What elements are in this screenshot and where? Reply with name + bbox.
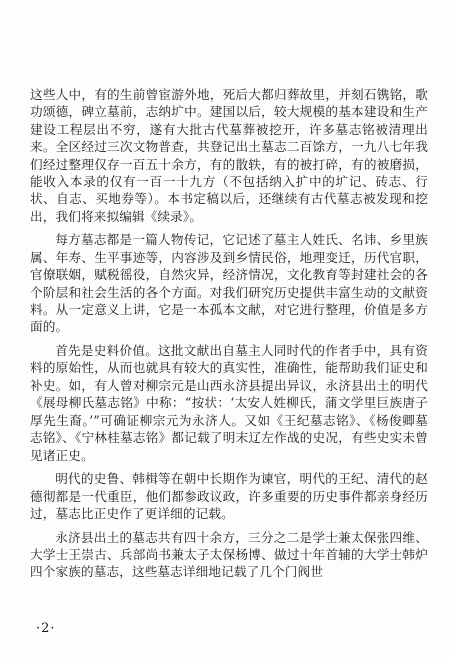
paragraph-4: 明代的史鲁、韩楫等在朝中长期作为谏官，明代的王纪、清代的赵德彻都是一代重臣，他们都参政议政，许多重要的历史事件都亲身经历过，墓志比正史作了更详细的记载。 (30, 471, 428, 521)
page-number: ·2· (36, 621, 56, 636)
paragraph-3: 首先是史料价值。这批文献出自墓主人同时代的作者手中，具有资料的原始性，从而也就具有较大的真实性，准确性，能帮助我们证史和补史。如，有人曾对柳宗元是山西永济县提出异议，永济县出土的明代《展母柳氏墓志铭》中称：“按状：‘太安人姓柳氏，蒲文学里巨族唐子厚先生裔。’”可确证柳宗元为永济人。又如《王纪墓志铭》、《杨俊卿墓志铭》、《宁林桂墓志铭》都记载了明末辽左作战的史况，有些史实未曾见诸正史。 (30, 343, 428, 463)
paragraph-5: 永济县出土的墓志共有四十余方，三分之二是学士兼太保张四维、大学士王崇古、兵部尚书兼太子太保杨博、做过十年首辅的大学士韩炉四个家族的墓志，这些墓志详细地记载了几个门阀世 (30, 529, 428, 580)
paragraph-2: 每方墓志都是一篇人物传记，它记述了墓主人姓氏、名讳、乡里族属、年寿、生平事迹等，内容涉及到乡情民俗，地理变迁，历代官职，官僚联姻，赋税徭役，自然灾异，经济情况，文化教育等封建社会的各个阶层和社会生活的各个方面。对我们研究历史提供丰富生动的文献资料。从一定意义上讲，它是一本孤本文献，对它进行整理，价值是多方面的。 (30, 232, 428, 335)
paragraph-1: 这些人中，有的生前曾宦游外地，死后大都归葬故里，并刻石镌铭，歌功颂德，碑立墓前，志纳圹中。建国以后，较大规模的基本建设和生产建设工程层出不穷，遂有大批古代墓葬被挖开，许多墓志铭被清理出来。全区经过三次文物普查，共登记出土墓志二百馀方，一九八七年我们经过整理仅存一百五十余方，有的散轶，有的被打碎，有的被磨损，能收入本录的仅有一百一十九方（不包括纳入扩中的圹记、砖志、行状、自志、买地券等）。本书定稿以后，还继续有古代墓志被发现和挖出，我们将来拟编辑《续录》。 (30, 87, 428, 224)
body-text (30, 86, 428, 587)
